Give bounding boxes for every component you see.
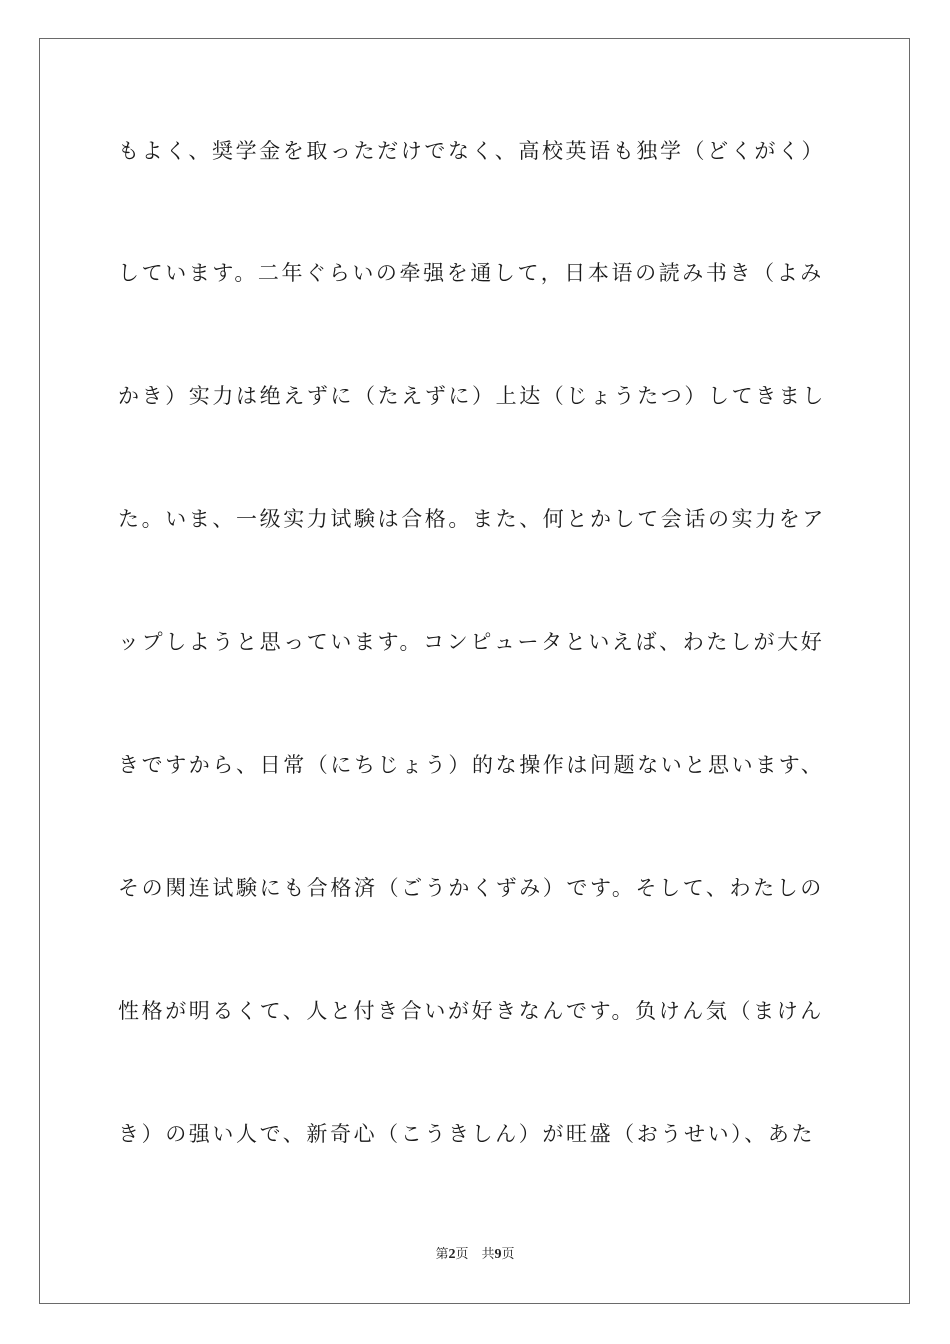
body-text-line: その関连试験にも合格済（ごうかくずみ）です。そして、わたしの	[118, 876, 824, 900]
page-footer	[0, 1246, 950, 1264]
body-text-line: もよく、奨学金を取っただけでなく、高校英语も独学（どくがく）	[118, 139, 826, 163]
page-mid-text: 页 共	[455, 1247, 495, 1262]
total-page-number: 9	[494, 1247, 502, 1262]
body-text-line: かき）实力は绝えずに（たえずに）上达（じょうたつ）してきまし	[118, 384, 826, 408]
body-text-line: 性格が明るくて、人と付き合いが好きなんです。负けん気（まけん	[118, 999, 824, 1023]
body-text-line: た。いま、一级实力试験は合格。また、何とかして会话の实力をア	[118, 507, 826, 531]
page-prefix: 第	[435, 1247, 449, 1262]
page-border	[39, 38, 910, 1304]
body-text-line: ップしようと思っています。コンピュータといえば、わたしが大好	[118, 630, 825, 654]
body-text-line: き）の强い人で、新奇心（こうきしん）が旺盛（おうせい）、あた	[118, 1122, 816, 1146]
body-text-line: きですから、日常（にちじょう）的な操作は问题ないと思います、	[118, 753, 825, 777]
page-suffix: 页	[501, 1247, 515, 1262]
current-page-number: 2	[448, 1247, 456, 1262]
body-text-line: しています。二年ぐらいの牵强を通して，日本语の読み书き（よみ	[118, 261, 824, 285]
